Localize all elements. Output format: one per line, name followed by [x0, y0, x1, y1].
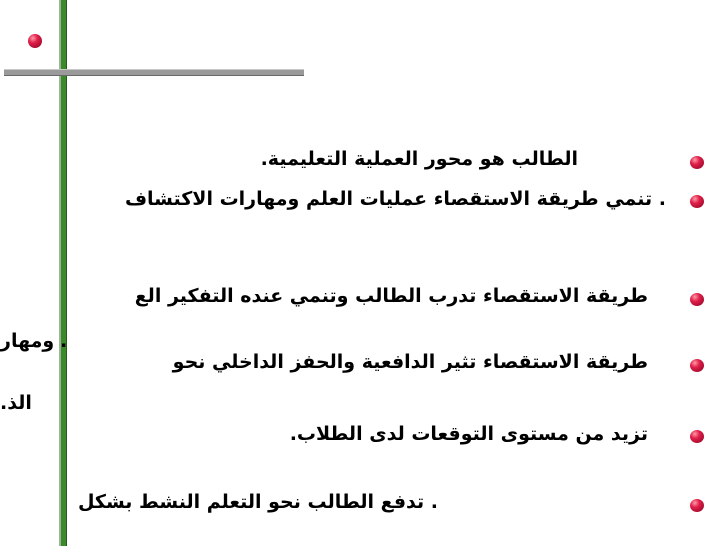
bullet-text-5: تزيد من مستوى التوقعات لدى الطلاب. [289, 423, 648, 445]
bullet-icon [690, 359, 704, 372]
overflow-text-1: ومهار [0, 330, 55, 352]
bullet-icon [690, 293, 704, 306]
horizontal-accent-line [4, 69, 304, 76]
decorative-dot-icon [28, 34, 42, 48]
overflow-text-3: الذ. [0, 392, 32, 414]
bullet-icon [690, 499, 704, 512]
bullet-text-4: طريقة الاستقصاء تثير الدافعية والحفز الداخلي نحو [172, 351, 648, 373]
overflow-text-2: . [60, 330, 68, 352]
bullet-text-2: . تنمي طريقة الاستقصاء عمليات العلم ومهارات الاكتشاف [124, 188, 666, 210]
bullet-icon [690, 430, 704, 443]
bullet-icon [690, 156, 704, 169]
bullet-text-6: . تدفع الطالب نحو التعلم النشط بشكل [77, 491, 438, 513]
bullet-text-3: طريقة الاستقصاء تدرب الطالب وتنمي عنده التفكير الع [134, 285, 648, 307]
bullet-text-1: الطالب هو محور العملية التعليمية. [260, 148, 578, 170]
bullet-icon [690, 195, 704, 208]
vertical-accent-line [59, 0, 67, 546]
